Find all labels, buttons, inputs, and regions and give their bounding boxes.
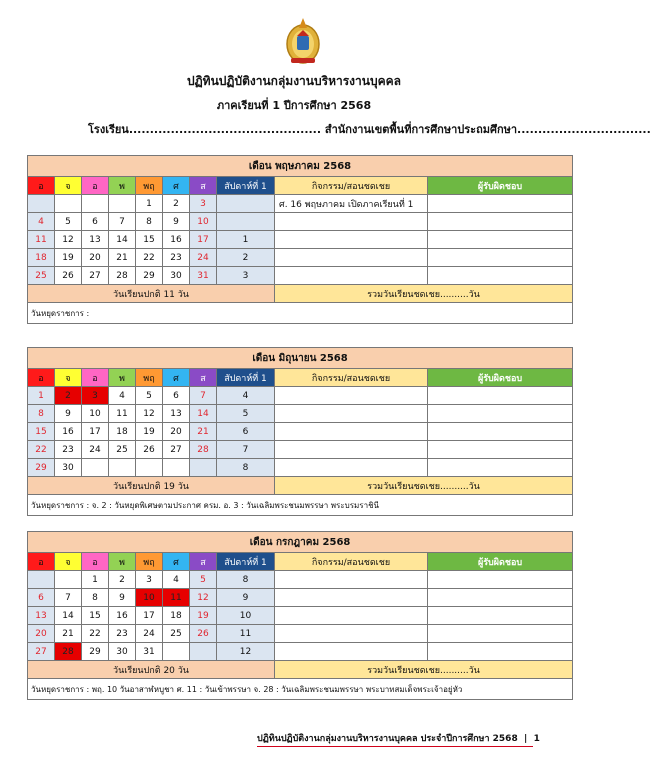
day-cell: 21 (55, 625, 82, 643)
week-row (28, 423, 573, 441)
month-title: เดือน พฤษภาคม 2568 (28, 156, 573, 177)
week-number: 3 (217, 267, 275, 285)
week-number: 1 (217, 231, 275, 249)
footer-separator: | (520, 734, 531, 744)
week-number: 10 (217, 607, 275, 625)
day-cell: 12 (55, 231, 82, 249)
responsible-cell (428, 195, 573, 213)
activity-cell: ศ. 16 พฤษภาคม เปิดภาคเรียนที่ 1 (275, 195, 428, 213)
makeup-days-summary: รวมวันเรียนชดเชย..........วัน (275, 285, 573, 303)
header-mon: จ (55, 553, 82, 571)
day-cell: 5 (55, 213, 82, 231)
day-cell: 18 (28, 249, 55, 267)
responsible-cell (428, 607, 573, 625)
day-cell: 4 (28, 213, 55, 231)
day-cell: 3 (136, 571, 163, 589)
day-cell: 4 (109, 387, 136, 405)
responsible-cell (428, 571, 573, 589)
activity-cell (275, 249, 428, 267)
header-week: สัปดาห์ที่ 1 (217, 553, 275, 571)
week-row (28, 249, 573, 267)
document-subtitle: ภาคเรียนที่ 1 ปีการศึกษา 2568 (216, 99, 372, 112)
day-cell (163, 643, 190, 661)
day-cell: 6 (163, 387, 190, 405)
day-cell: 2 (55, 387, 82, 405)
week-number: 9 (217, 589, 275, 607)
day-cell: 12 (136, 405, 163, 423)
header-thu: พฤ (136, 177, 163, 195)
responsible-cell (428, 625, 573, 643)
month-title: เดือน มิถุนายน 2568 (28, 348, 573, 369)
day-cell (109, 459, 136, 477)
responsible-cell (428, 589, 573, 607)
day-cell: 13 (163, 405, 190, 423)
document-title: ปฏิทินปฏิบัติงานกลุ่มงานบริหารงานบุคคล (187, 74, 401, 88)
calendar-june (27, 347, 572, 516)
day-cell: 22 (136, 249, 163, 267)
day-cell (28, 195, 55, 213)
makeup-days-summary: รวมวันเรียนชดเชย..........วัน (275, 661, 573, 679)
page-footer (257, 731, 540, 745)
day-cell: 10 (136, 589, 163, 607)
responsible-cell (428, 459, 573, 477)
week-row (28, 267, 573, 285)
day-cell: 25 (163, 625, 190, 643)
day-cell: 5 (190, 571, 217, 589)
week-number (217, 195, 275, 213)
day-cell: 28 (190, 441, 217, 459)
day-cell: 26 (55, 267, 82, 285)
week-number: 12 (217, 643, 275, 661)
school-emblem-logo (283, 14, 323, 66)
day-cell: 7 (109, 213, 136, 231)
day-cell (55, 195, 82, 213)
day-cell: 11 (163, 589, 190, 607)
activity-cell (275, 589, 428, 607)
holidays-note: วันหยุดราชการ : พฤ. 10 วันอาสาฬหบูชา ศ. 11 : วันเข้าพรรษา จ. 28 : วันเฉลิมพระชนมพรรษา พระบาทสมเด็จพระเจ้าอยู่หัว (28, 679, 573, 700)
day-cell: 19 (136, 423, 163, 441)
header-responsible: ผู้รับผิดชอบ (428, 553, 573, 571)
header-tue: อ (82, 553, 109, 571)
week-number: 5 (217, 405, 275, 423)
responsible-cell (428, 387, 573, 405)
day-cell: 19 (190, 607, 217, 625)
day-cell: 20 (163, 423, 190, 441)
month-table (27, 347, 573, 516)
day-cell (82, 195, 109, 213)
week-row (28, 571, 573, 589)
header-tue: อ (82, 369, 109, 387)
day-cell: 27 (163, 441, 190, 459)
school-days-summary: วันเรียนปกติ 20 วัน (28, 661, 275, 679)
month-table (27, 531, 573, 700)
day-cell: 3 (82, 387, 109, 405)
day-cell: 24 (82, 441, 109, 459)
day-cell: 1 (82, 571, 109, 589)
week-row (28, 643, 573, 661)
calendar-july (27, 531, 572, 700)
day-cell: 8 (82, 589, 109, 607)
header-week: สัปดาห์ที่ 1 (217, 369, 275, 387)
day-cell: 22 (28, 441, 55, 459)
day-cell: 2 (163, 195, 190, 213)
day-cell: 4 (163, 571, 190, 589)
day-cell: 23 (163, 249, 190, 267)
header-activity: กิจกรรม/สอนชดเชย (275, 177, 428, 195)
day-cell: 5 (136, 387, 163, 405)
header-thu: พฤ (136, 553, 163, 571)
day-cell: 30 (109, 643, 136, 661)
header-mon: จ (55, 177, 82, 195)
activity-cell (275, 231, 428, 249)
day-cell: 25 (28, 267, 55, 285)
day-cell: 29 (136, 267, 163, 285)
day-cell: 28 (55, 643, 82, 661)
footer-text: ปฏิทินปฏิบัติงานกลุ่มงานบริหารงานบุคคล ประจำปีการศึกษา 2568 (257, 734, 518, 744)
day-cell: 26 (190, 625, 217, 643)
day-cell: 16 (163, 231, 190, 249)
header-responsible: ผู้รับผิดชอบ (428, 369, 573, 387)
day-cell: 2 (109, 571, 136, 589)
header-wed: พ (109, 553, 136, 571)
header-sat: ส (190, 369, 217, 387)
day-cell: 14 (55, 607, 82, 625)
week-number: 8 (217, 459, 275, 477)
day-cell: 10 (82, 405, 109, 423)
week-number: 8 (217, 571, 275, 589)
day-cell: 30 (55, 459, 82, 477)
day-cell: 1 (136, 195, 163, 213)
day-cell: 13 (82, 231, 109, 249)
day-cell: 9 (163, 213, 190, 231)
day-cell: 29 (82, 643, 109, 661)
day-cell (136, 459, 163, 477)
day-cell: 20 (82, 249, 109, 267)
day-cell (55, 571, 82, 589)
day-cell: 9 (55, 405, 82, 423)
week-number: 6 (217, 423, 275, 441)
week-number: 4 (217, 387, 275, 405)
activity-cell (275, 459, 428, 477)
day-cell: 6 (28, 589, 55, 607)
week-row (28, 387, 573, 405)
month-title: เดือน กรกฎาคม 2568 (28, 532, 573, 553)
makeup-days-summary: รวมวันเรียนชดเชย..........วัน (275, 477, 573, 495)
day-cell: 27 (28, 643, 55, 661)
activity-cell (275, 267, 428, 285)
school-days-summary: วันเรียนปกติ 11 วัน (28, 285, 275, 303)
header-responsible: ผู้รับผิดชอบ (428, 177, 573, 195)
week-row (28, 625, 573, 643)
week-row (28, 213, 573, 231)
day-cell: 30 (163, 267, 190, 285)
day-cell: 31 (190, 267, 217, 285)
responsible-cell (428, 231, 573, 249)
activity-cell (275, 607, 428, 625)
activity-cell (275, 571, 428, 589)
day-cell: 11 (109, 405, 136, 423)
header-thu: พฤ (136, 369, 163, 387)
day-cell: 29 (28, 459, 55, 477)
day-cell: 23 (55, 441, 82, 459)
responsible-cell (428, 423, 573, 441)
day-cell: 21 (109, 249, 136, 267)
day-cell: 28 (109, 267, 136, 285)
day-cell: 7 (55, 589, 82, 607)
responsible-cell (428, 267, 573, 285)
header-fri: ศ (163, 553, 190, 571)
day-cell: 11 (28, 231, 55, 249)
day-cell: 8 (28, 405, 55, 423)
activity-cell (275, 213, 428, 231)
day-cell: 23 (109, 625, 136, 643)
day-cell (190, 459, 217, 477)
header-mon: จ (55, 369, 82, 387)
header-tue: อ (82, 177, 109, 195)
calendar-may (27, 155, 572, 324)
week-row (28, 405, 573, 423)
day-cell: 3 (190, 195, 217, 213)
responsible-cell (428, 405, 573, 423)
responsible-cell (428, 643, 573, 661)
header-sat: ส (190, 553, 217, 571)
header-week: สัปดาห์ที่ 1 (217, 177, 275, 195)
day-cell: 31 (136, 643, 163, 661)
day-cell: 18 (109, 423, 136, 441)
day-cell: 15 (82, 607, 109, 625)
day-cell: 12 (190, 589, 217, 607)
week-row (28, 231, 573, 249)
week-number (217, 213, 275, 231)
activity-cell (275, 441, 428, 459)
day-cell: 24 (190, 249, 217, 267)
week-row (28, 459, 573, 477)
day-cell: 15 (136, 231, 163, 249)
header-sun: อ (28, 553, 55, 571)
activity-cell (275, 387, 428, 405)
activity-cell (275, 423, 428, 441)
page-number: 1 (533, 734, 540, 744)
day-cell: 27 (82, 267, 109, 285)
week-number: 11 (217, 625, 275, 643)
responsible-cell (428, 441, 573, 459)
header-wed: พ (109, 369, 136, 387)
week-row (28, 441, 573, 459)
day-cell: 18 (163, 607, 190, 625)
week-number: 2 (217, 249, 275, 267)
day-cell: 7 (190, 387, 217, 405)
week-number: 7 (217, 441, 275, 459)
day-cell (109, 195, 136, 213)
activity-cell (275, 625, 428, 643)
day-cell: 8 (136, 213, 163, 231)
day-cell: 9 (109, 589, 136, 607)
day-cell: 16 (109, 607, 136, 625)
holidays-note: วันหยุดราชการ : (28, 303, 573, 324)
activity-cell (275, 405, 428, 423)
day-cell: 26 (136, 441, 163, 459)
day-cell: 10 (190, 213, 217, 231)
day-cell: 17 (136, 607, 163, 625)
day-cell: 14 (190, 405, 217, 423)
day-cell: 25 (109, 441, 136, 459)
day-cell: 22 (82, 625, 109, 643)
footer-underline (257, 746, 533, 747)
responsible-cell (428, 213, 573, 231)
activity-cell (275, 643, 428, 661)
day-cell: 16 (55, 423, 82, 441)
header-sat: ส (190, 177, 217, 195)
week-row (28, 607, 573, 625)
day-cell: 15 (28, 423, 55, 441)
day-cell: 17 (190, 231, 217, 249)
day-cell: 20 (28, 625, 55, 643)
day-cell (82, 459, 109, 477)
day-cell (190, 643, 217, 661)
school-line: โรงเรียน.............................................. สำนักงานเขตพื้นที่การศึกษาประถมศึกษา................................ (88, 123, 651, 136)
day-cell (163, 459, 190, 477)
day-cell: 14 (109, 231, 136, 249)
holidays-note: วันหยุดราชการ : จ. 2 : วันหยุดพิเศษตามประกาศ ครม. อ. 3 : วันเฉลิมพระชนมพรรษา พระบรมราชินี (28, 495, 573, 516)
day-cell: 21 (190, 423, 217, 441)
day-cell: 6 (82, 213, 109, 231)
week-row (28, 195, 573, 213)
day-cell (28, 571, 55, 589)
header-activity: กิจกรรม/สอนชดเชย (275, 553, 428, 571)
day-cell: 19 (55, 249, 82, 267)
header-wed: พ (109, 177, 136, 195)
header-sun: อ (28, 177, 55, 195)
month-table (27, 155, 573, 324)
day-cell: 24 (136, 625, 163, 643)
header-sun: อ (28, 369, 55, 387)
day-cell: 13 (28, 607, 55, 625)
school-days-summary: วันเรียนปกติ 19 วัน (28, 477, 275, 495)
header-activity: กิจกรรม/สอนชดเชย (275, 369, 428, 387)
week-row (28, 589, 573, 607)
day-cell: 1 (28, 387, 55, 405)
header-fri: ศ (163, 177, 190, 195)
header-fri: ศ (163, 369, 190, 387)
responsible-cell (428, 249, 573, 267)
day-cell: 17 (82, 423, 109, 441)
